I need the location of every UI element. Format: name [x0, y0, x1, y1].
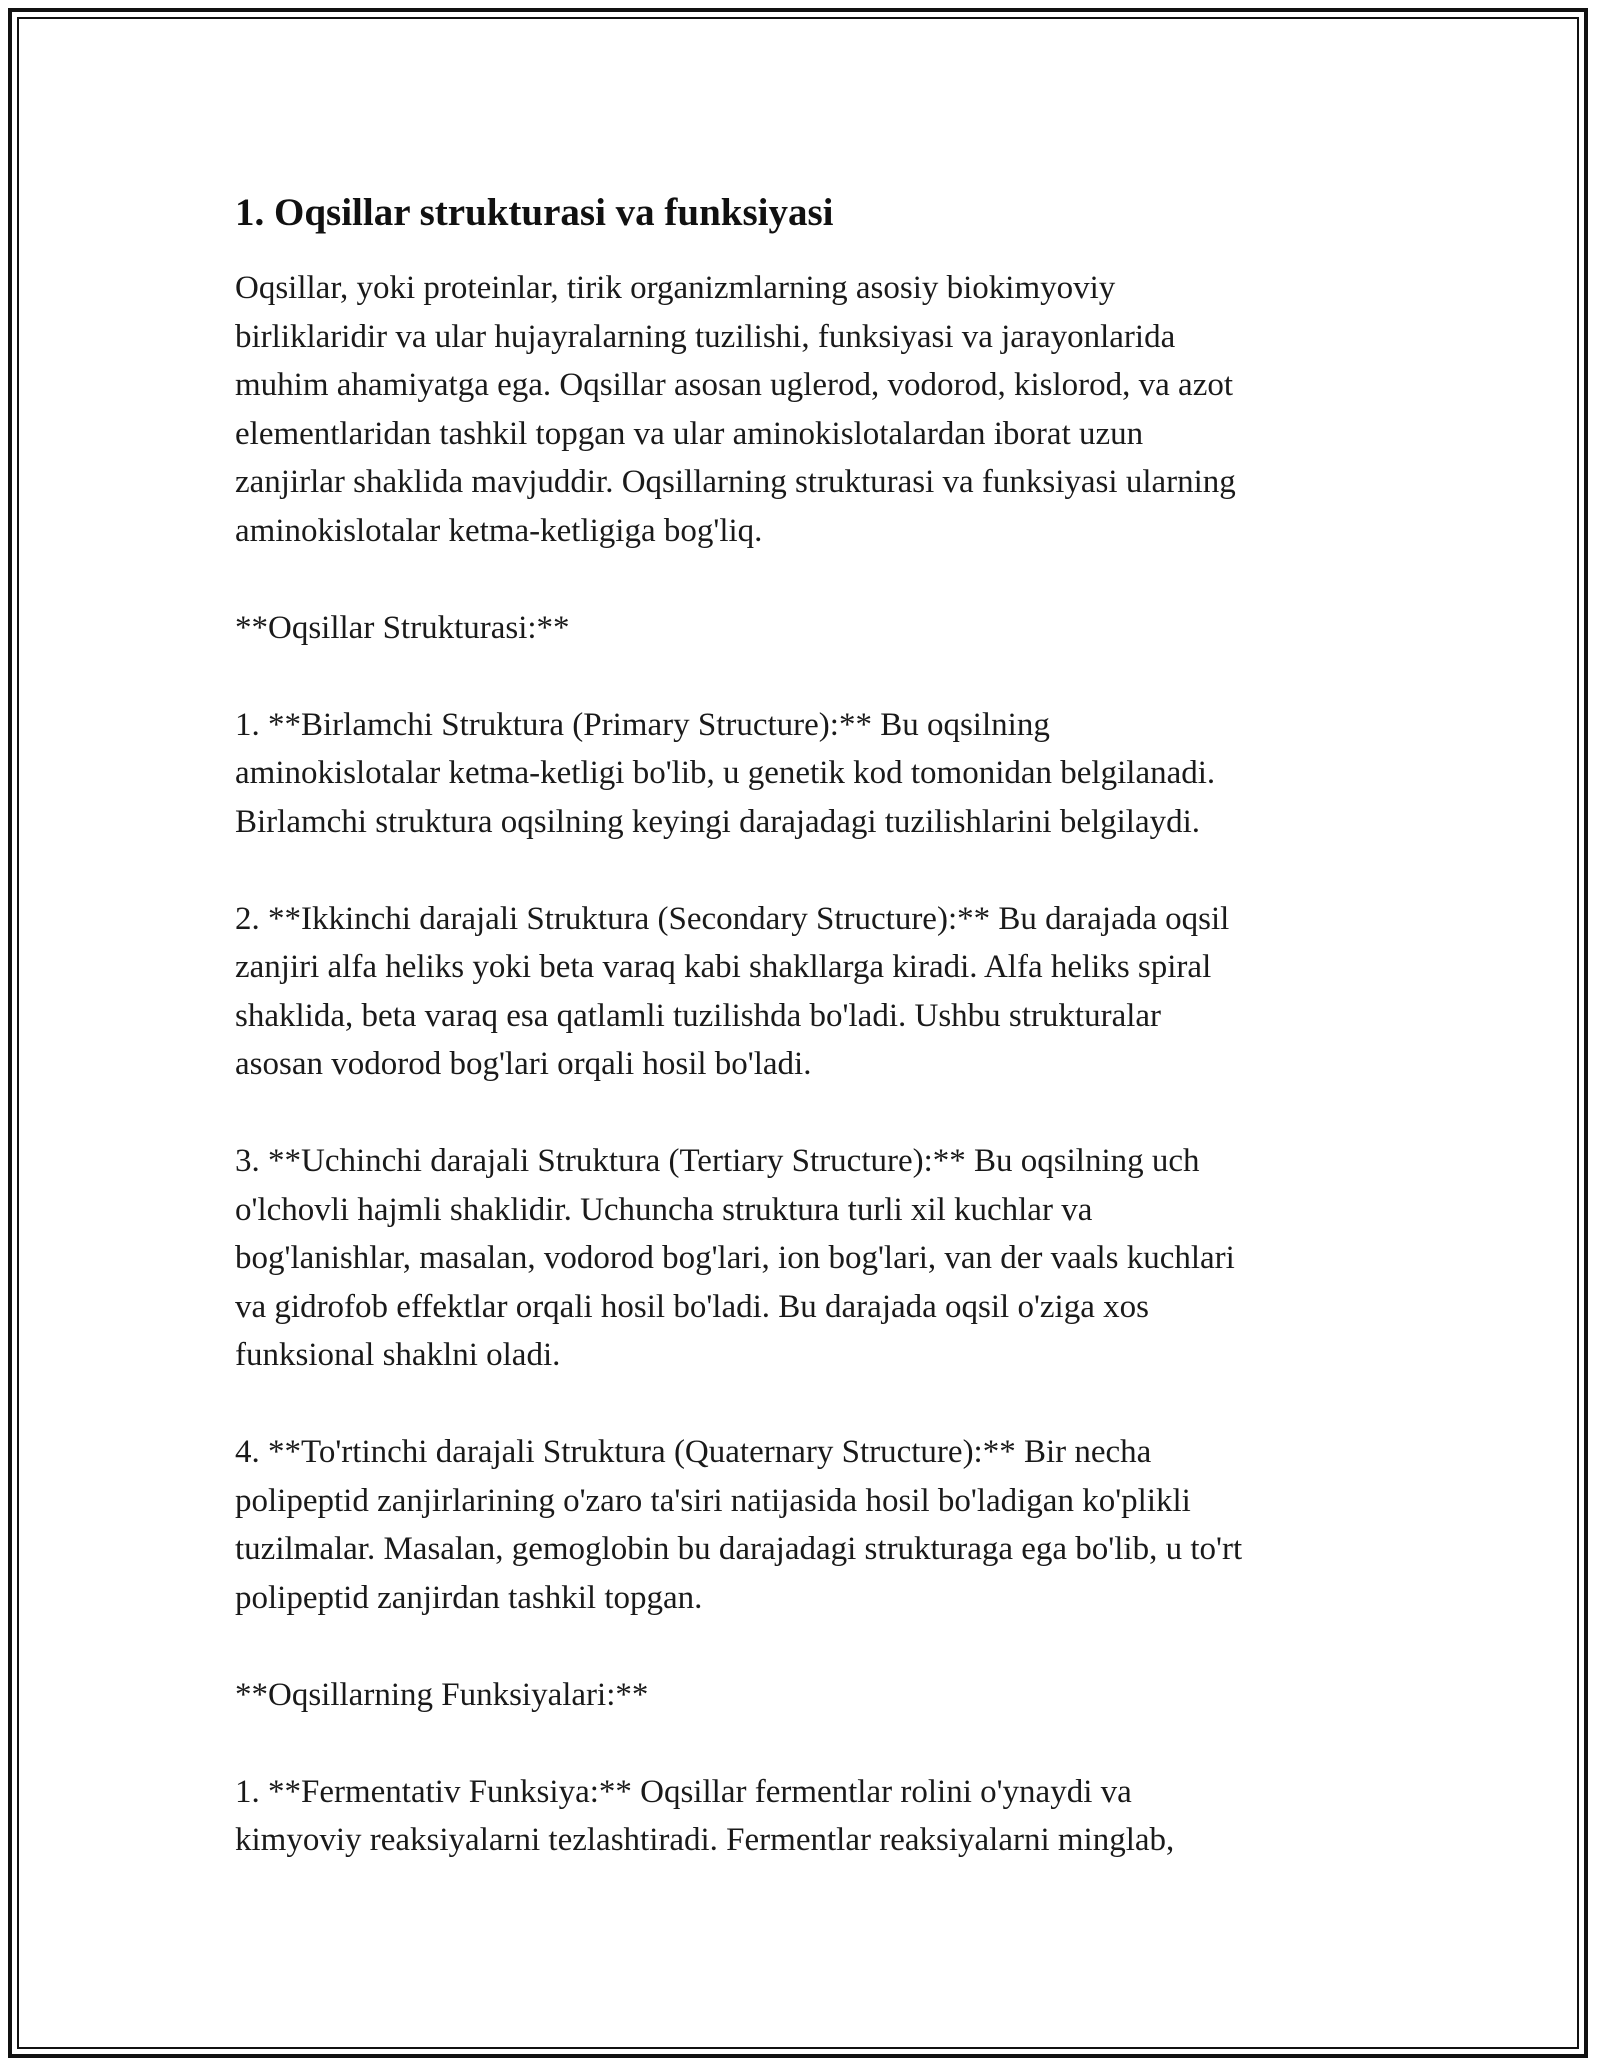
intro-paragraph: Oqsillar, yoki proteinlar, tirik organizmlarning asosiy biokimyoviy birliklaridir va ular hujayralarning tuzilishi, funksiyasi va jarayonlarida muhim ahamiyatga ega. Oqsillar asosan uglerod, vodorod, kislorod, va azot elementlaridan tashkil topgan va ular aminokislotalardan iborat uzun zanjirlar shaklida mavjuddir. Oqsillarning strukturasi va funksiyasi ularning aminokislotalar ketma-ketligiga bog'liq. — [235, 270, 1236, 549]
primary-structure-paragraph: 1. **Birlamchi Struktura (Primary Structure):** Bu oqsilning aminokislotalar ketma-ketligi bo'lib, u genetik kod tomonidan belgilanadi. Birlamchi struktura oqsilning keyingi darajadagi tuzilishlarini belgilaydi. — [235, 706, 1216, 840]
quaternary-structure-paragraph: 4. **To'rtinchi darajali Struktura (Quaternary Structure):** Bir necha polipeptid zanjirlarining o'zaro ta'siri natijasida hosil bo'ladigan ko'plikli tuzilmalar. Masalan, gemoglobin bu darajadagi strukturaga ega bo'lib, u to'rt polipeptid zanjirdan tashkil topgan. — [235, 1434, 1243, 1616]
secondary-structure-paragraph: 2. **Ikkinchi darajali Struktura (Secondary Structure):** Bu darajada oqsil zanjiri alfa heliks yoki beta varaq kabi shakllarga kiradi. Alfa heliks spiral shaklida, beta varaq esa qatlamli tuzilishda bo'ladi. Ushbu strukturalar asosan vodorod bog'lari orqali hosil bo'ladi. — [235, 900, 1230, 1082]
functions-heading: **Oqsillarning Funksiyalari:** — [235, 1676, 649, 1713]
document-body — [235, 190, 1375, 1913]
document-title: 1. Oqsillar strukturasi va funksiyasi — [235, 191, 834, 234]
structure-heading: **Oqsillar Strukturasi:** — [235, 609, 570, 646]
tertiary-structure-paragraph: 3. **Uchinchi darajali Struktura (Tertiary Structure):** Bu oqsilning uch o'lchovli hajmli shaklidir. Uchuncha struktura turli xil kuchlar va bog'lanishlar, masalan, vodorod bog'lari, ion bog'lari, van der vaals kuchlari va gidrofob effektlar orqali hosil bo'ladi. Bu darajada oqsil o'ziga xos funksional shaklni oladi. — [235, 1143, 1235, 1373]
enzymatic-function-paragraph: 1. **Fermentativ Funksiya:** Oqsillar fermentlar rolini o'ynaydi va kimyoviy reaksiyalarni tezlashtiradi. Fermentlar reaksiyalarni minglab, — [235, 1773, 1175, 1858]
